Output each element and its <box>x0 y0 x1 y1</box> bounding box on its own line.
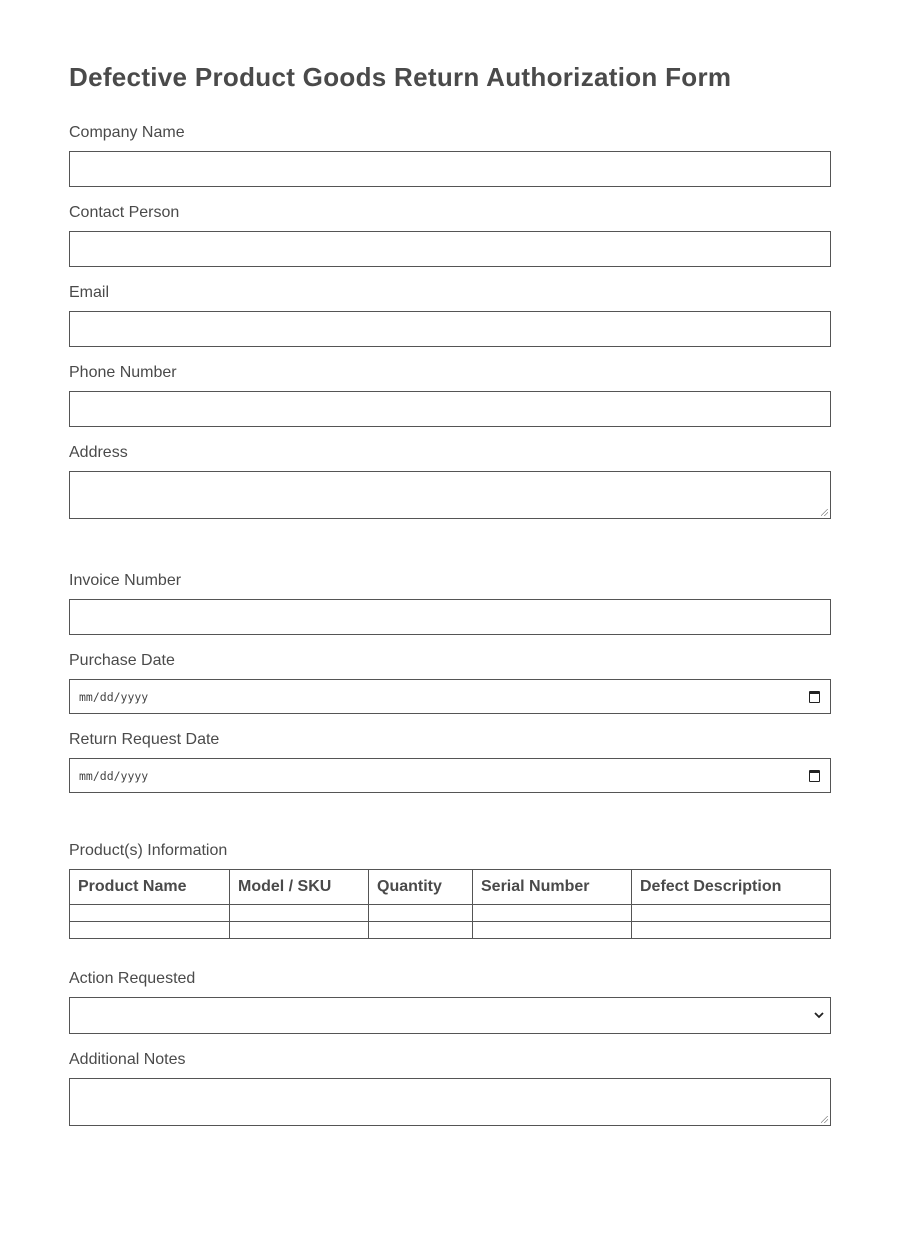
invoice-input[interactable] <box>69 599 831 635</box>
return-date-label: Return Request Date <box>69 731 220 748</box>
products-label: Product(s) Information <box>69 842 228 859</box>
table-cell[interactable] <box>632 905 831 922</box>
table-cell[interactable] <box>70 922 230 939</box>
notes-textarea[interactable] <box>69 1078 831 1126</box>
header-defect-description: Defect Description <box>632 870 831 905</box>
table-row <box>70 922 831 939</box>
email-label: Email <box>69 284 110 301</box>
table-cell[interactable] <box>632 922 831 939</box>
invoice-label: Invoice Number <box>69 572 182 589</box>
calendar-icon[interactable] <box>809 770 820 782</box>
contact-person-input[interactable] <box>69 231 831 267</box>
notes-label: Additional Notes <box>69 1051 186 1068</box>
return-date-input[interactable] <box>69 758 831 793</box>
header-quantity: Quantity <box>369 870 473 905</box>
table-header-row <box>70 870 831 905</box>
table-row <box>70 905 831 922</box>
table-cell[interactable] <box>230 922 369 939</box>
calendar-icon[interactable] <box>809 691 820 703</box>
table-cell[interactable] <box>369 905 473 922</box>
purchase-date-label: Purchase Date <box>69 652 175 669</box>
contact-person-label: Contact Person <box>69 204 180 221</box>
action-label: Action Requested <box>69 970 196 987</box>
date-placeholder: mm/dd/yyyy <box>79 768 149 783</box>
header-model-sku: Model / SKU <box>230 870 369 905</box>
table-cell[interactable] <box>369 922 473 939</box>
header-product-name: Product Name <box>70 870 230 905</box>
company-name-label: Company Name <box>69 124 185 141</box>
table-cell[interactable] <box>230 905 369 922</box>
purchase-date-input[interactable] <box>69 679 831 714</box>
phone-label: Phone Number <box>69 364 177 381</box>
table-cell[interactable] <box>70 905 230 922</box>
table-cell[interactable] <box>473 922 632 939</box>
email-input[interactable] <box>69 311 831 347</box>
company-name-input[interactable] <box>69 151 831 187</box>
resize-handle-icon[interactable] <box>821 509 828 516</box>
table-cell[interactable] <box>473 905 632 922</box>
address-label: Address <box>69 444 128 461</box>
products-table <box>69 869 831 939</box>
address-textarea[interactable] <box>69 471 831 519</box>
header-serial-number: Serial Number <box>473 870 632 905</box>
action-select[interactable] <box>69 997 831 1034</box>
chevron-down-icon <box>814 1012 824 1019</box>
phone-input[interactable] <box>69 391 831 427</box>
page-title: Defective Product Goods Return Authorization Form <box>69 62 732 92</box>
resize-handle-icon[interactable] <box>821 1116 828 1123</box>
date-placeholder: mm/dd/yyyy <box>79 689 149 704</box>
